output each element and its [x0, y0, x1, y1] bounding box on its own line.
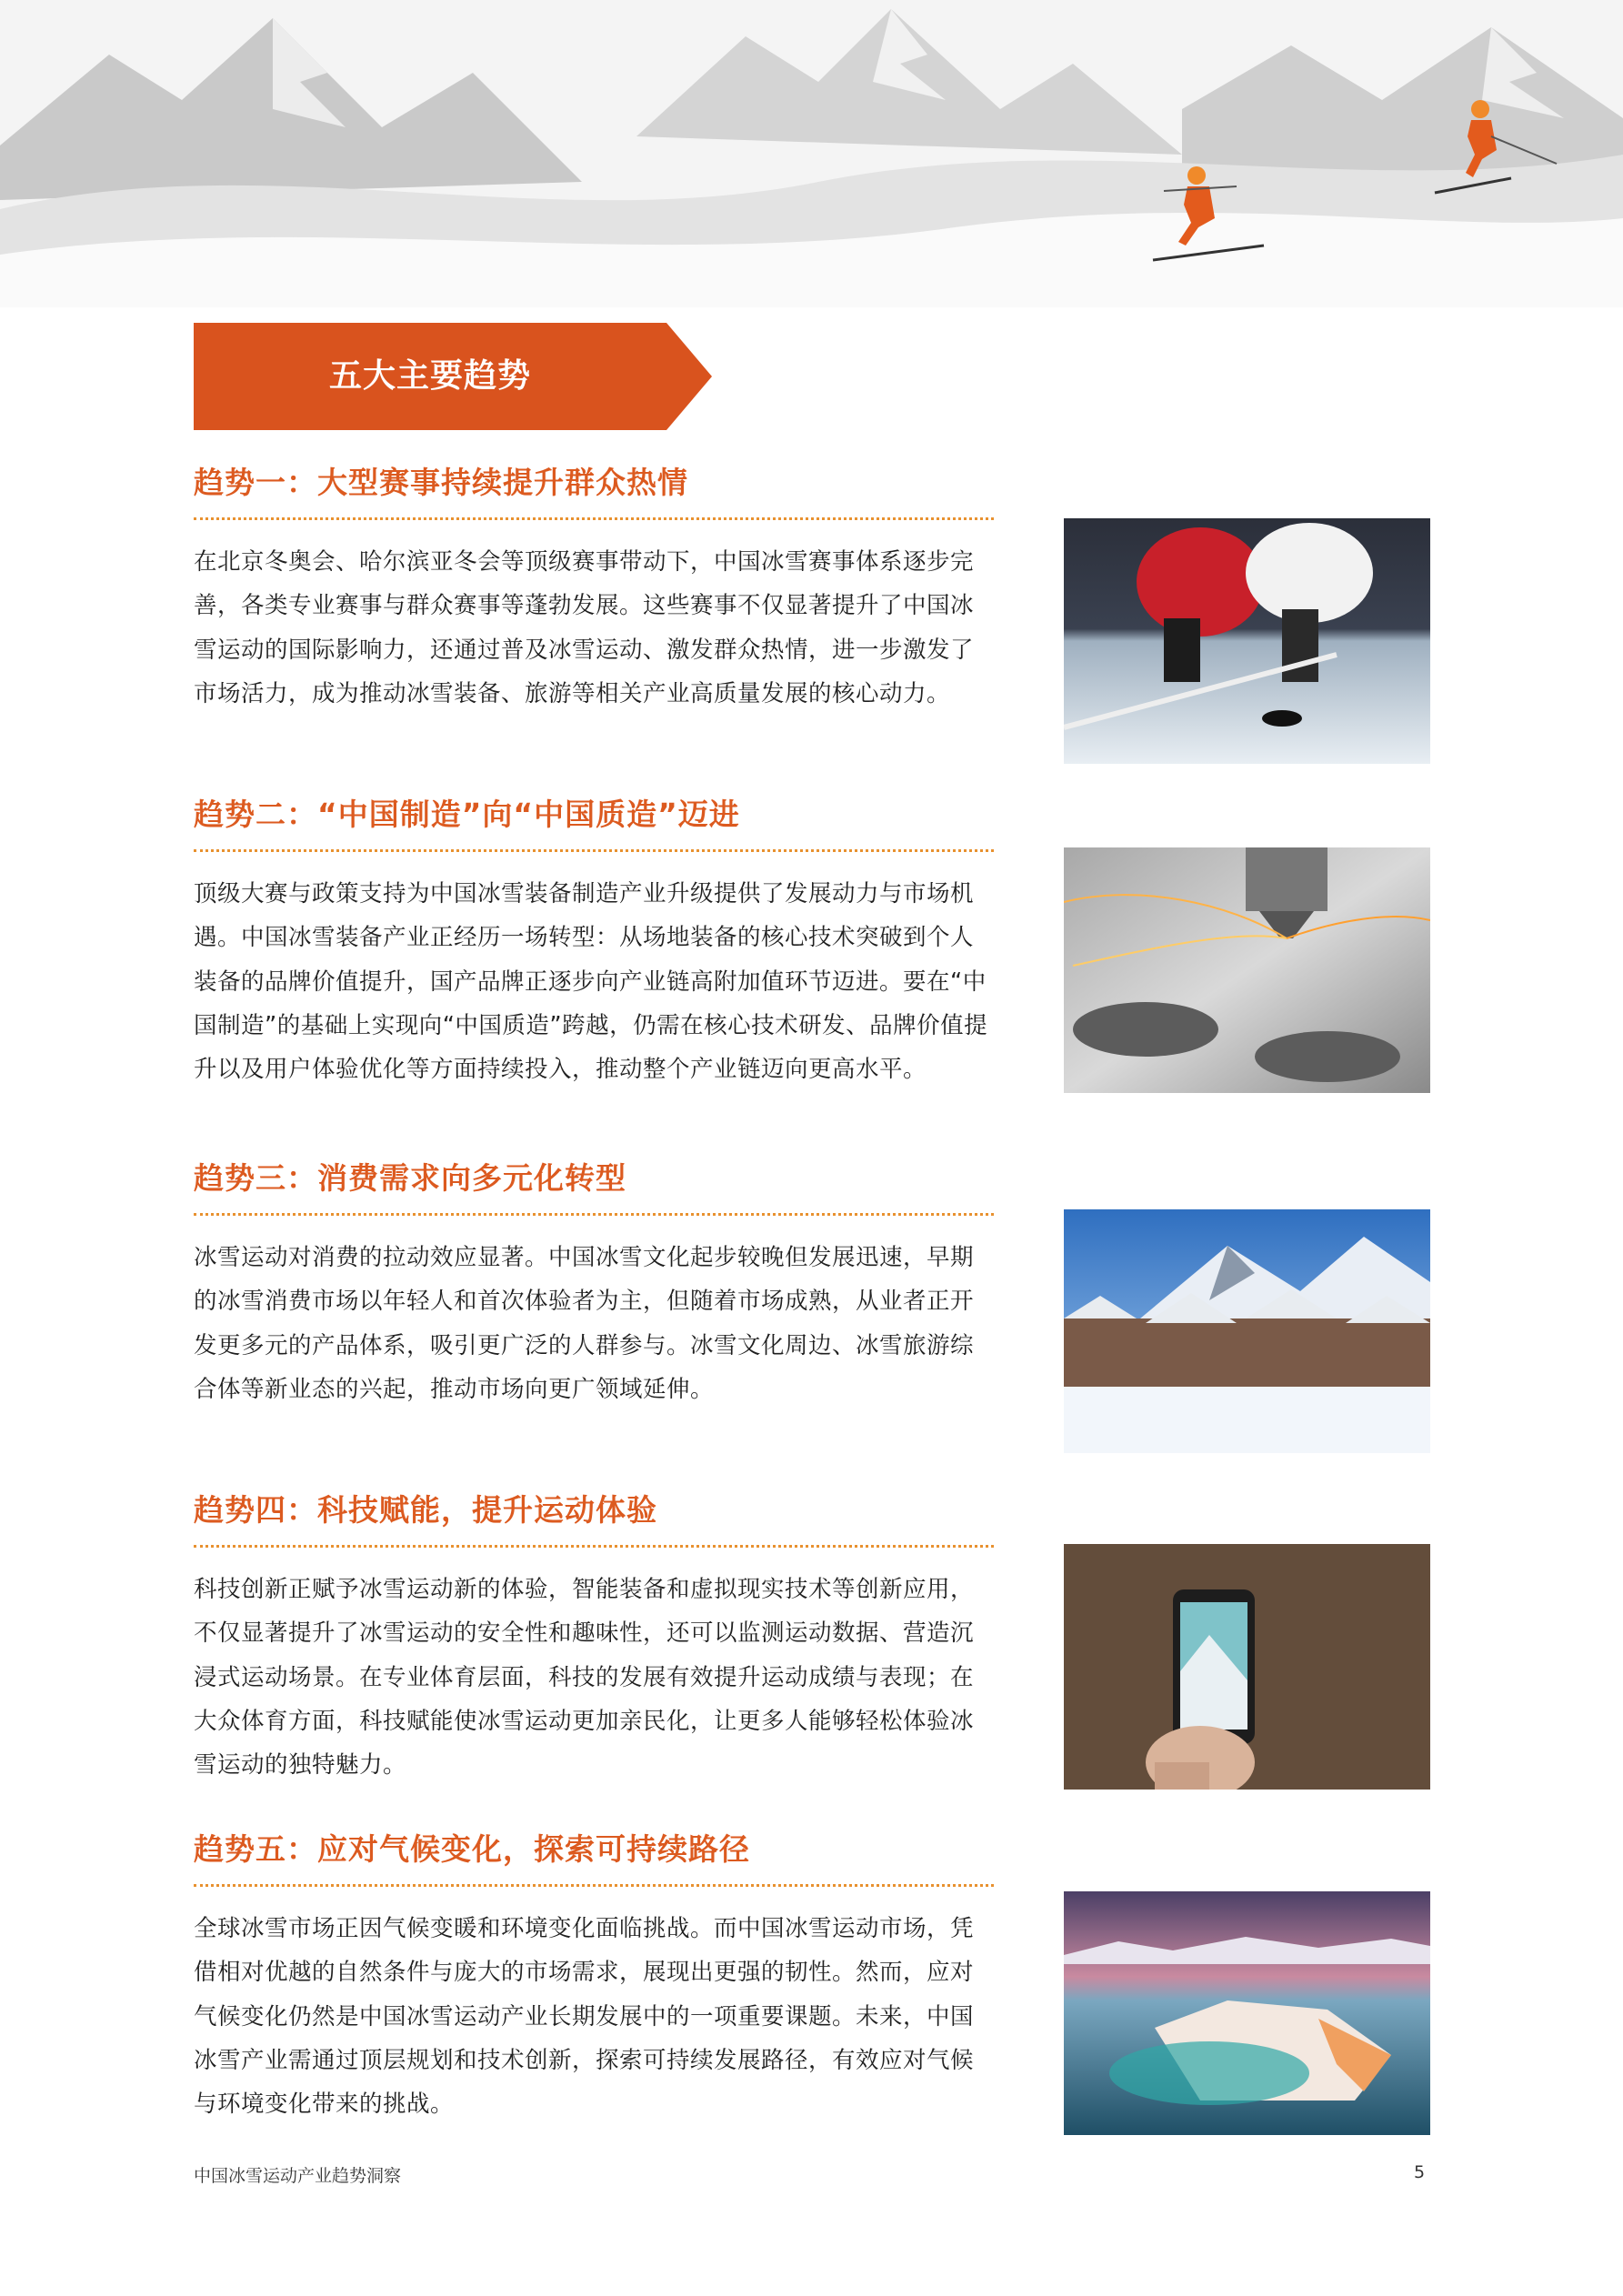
laser-cutting-photo — [1064, 847, 1430, 1093]
dotted-divider — [194, 1884, 994, 1887]
header-banner-illustration — [0, 0, 1623, 307]
trend-title: 趋势五：应对气候变化，探索可持续路径 — [194, 1831, 750, 1867]
trend-title: 趋势二：“中国制造”向“中国质造”迈进 — [194, 797, 740, 832]
snow-mountain-skiers-illustration — [0, 0, 1623, 307]
section-heading: 五大主要趋势 — [328, 357, 531, 395]
trend-body: 顶级大赛与政策支持为中国冰雪装备制造产业升级提供了发展动力与市场机遇。中国冰雪装备产业正经历一场转型：从场地装备的核心技术突破到个人装备的品牌价值提升，国产品牌正逐步向产业链高附加值环节迈进。要在“中国制造”的基础上实现向“中国质造”跨越，仍需在核心技术研发、品牌价值提升以及用户体验优化等方面持续投入，推动整个产业链迈向更高水平。 — [194, 880, 988, 1084]
footer-document-title: 中国冰雪运动产业趋势洞察 — [194, 2166, 402, 2186]
trend-section-1 — [194, 459, 994, 716]
section-heading-ribbon — [194, 323, 712, 430]
dotted-divider — [194, 517, 994, 520]
dotted-divider — [194, 1213, 994, 1216]
trend-section-2 — [194, 791, 994, 1091]
trend-section-5 — [194, 1826, 994, 2126]
trend-body: 冰雪运动对消费的拉动效应显著。中国冰雪文化起步较晚但发展迅速，早期的冰雪消费市场以年轻人和首次体验者为主，但随着市场成熟，从业者正开发更多元的产品体系，吸引更广泛的人群参与。冰雪文化周边、冰雪旅游综合体等新业态的兴起，推动市场向更广领域延伸。 — [194, 1244, 975, 1403]
trend-title: 趋势一：大型赛事持续提升群众热情 — [194, 465, 688, 500]
dotted-divider — [194, 1545, 994, 1548]
trend-title: 趋势三：消费需求向多元化转型 — [194, 1160, 626, 1196]
ice-hockey-photo — [1064, 518, 1430, 764]
footer-page-number: 5 — [1414, 2162, 1426, 2182]
trend-section-4 — [194, 1487, 994, 1787]
trend-title: 趋势四：科技赋能，提升运动体验 — [194, 1492, 657, 1528]
dotted-divider — [194, 849, 994, 852]
trend-body: 在北京冬奥会、哈尔滨亚冬会等顶级赛事带动下，中国冰雪赛事体系逐步完善，各类专业赛事与群众赛事等蓬勃发展。这些赛事不仅显著提升了中国冰雪运动的国际影响力，还通过普及冰雪运动、激发群众热情，进一步激发了市场活力，成为推动冰雪装备、旅游等相关产业高质量发展的核心动力。 — [194, 548, 975, 707]
trend-section-3 — [194, 1155, 994, 1411]
glacier-photo — [1064, 1891, 1430, 2135]
smartphone-photo — [1064, 1544, 1430, 1790]
snow-resort-photo — [1064, 1209, 1430, 1453]
trend-body: 科技创新正赋予冰雪运动新的体验，智能装备和虚拟现实技术等创新应用，不仅显著提升了冰雪运动的安全性和趣味性，还可以监测运动数据、营造沉浸式运动场景。在专业体育层面，科技的发展有效提升运动成绩与表现；在大众体育方面，科技赋能使冰雪运动更加亲民化，让更多人能够轻松体验冰雪运动的独特魅力。 — [194, 1576, 975, 1780]
trend-body: 全球冰雪市场正因气候变暖和环境变化面临挑战。而中国冰雪运动市场，凭借相对优越的自然条件与庞大的市场需求，展现出更强的韧性。然而，应对气候变化仍然是中国冰雪运动产业长期发展中的一项重要课题。未来，中国冰雪产业需通过顶层规划和技术创新，探索可持续发展路径，有效应对气候与环境变化带来的挑战。 — [194, 1915, 975, 2119]
